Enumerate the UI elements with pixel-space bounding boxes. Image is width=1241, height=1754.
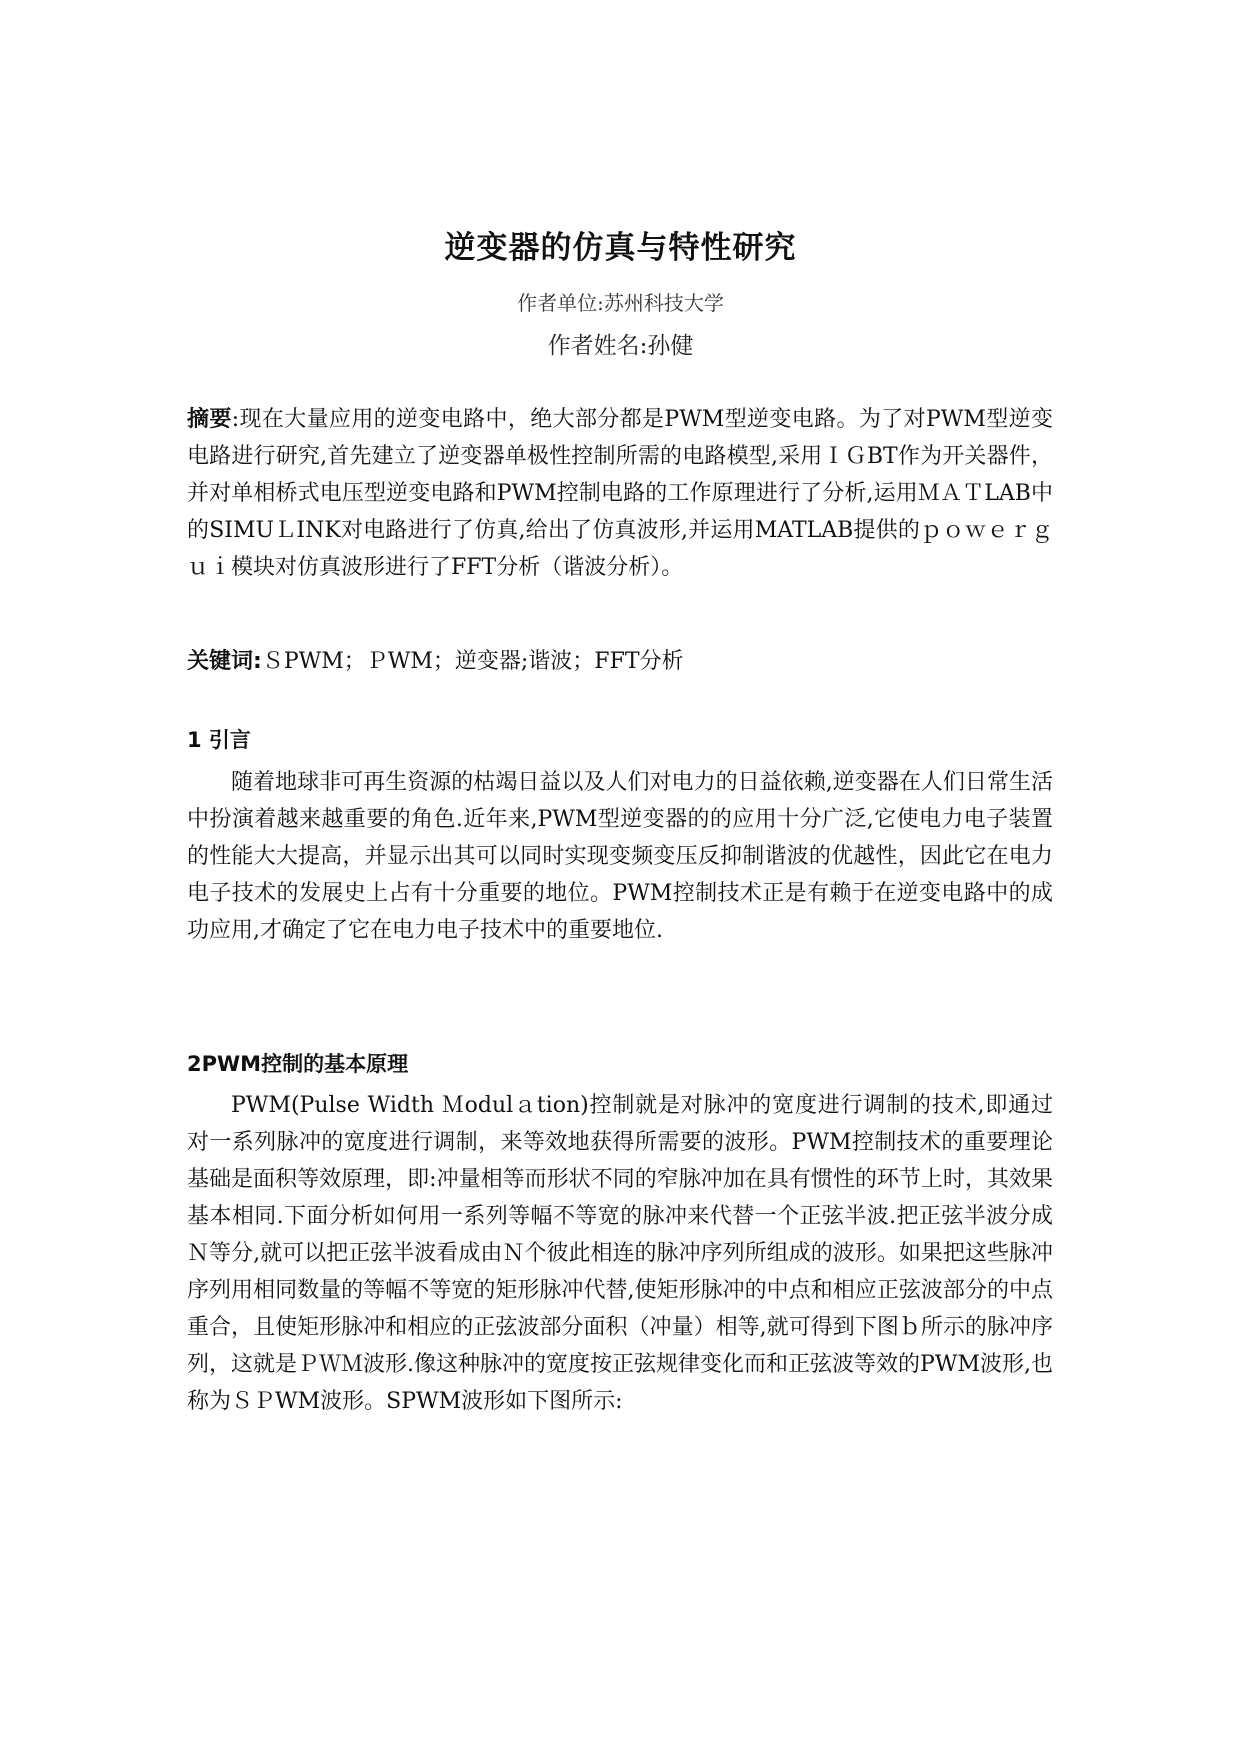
keywords-text: ＳPWM；ＰWM；逆变器;谐波；FFT分析 [261, 649, 684, 674]
abstract-paragraph [187, 401, 1053, 586]
section-heading-pwm-principle: 2PWM控制的基本原理 [187, 1052, 409, 1076]
author-affiliation: 作者单位:苏州科技大学 [517, 291, 724, 315]
abstract-text: :现在大量应用的逆变电路中，绝大部分都是PWM型逆变电路。为了对PWM型逆变电路进行研究,首先建立了逆变器单极性控制所需的电路模型,采用ＩＧBT作为开关器件，并对单相桥式电压型逆变电路和PWM控制电路的工作原理进行了分析,运用ＭＡＴLAB中的SIMUＬINK对电路进行了仿真,给出了仿真波形,并运用MATLAB提供的ｐｏｗｅｒｇｕｉ模块对仿真波形进行了FFT分析（谐波分析）。 [187, 407, 1053, 580]
paper-title: 逆变器的仿真与特性研究 [444, 230, 797, 266]
keywords-label: 关键词: [187, 649, 262, 674]
section-heading-introduction: 1 引言 [187, 728, 251, 752]
pwm-principle-paragraph: PWM(Pulse Width Ｍodulａtion)控制就是对脉冲的宽度进行调制的技术,即通过对一系列脉冲的宽度进行调制，来等效地获得所需要的波形。PWM控制技术的重要理论基础是面积等效原理，即:冲量相等而形状不同的窄脉冲加在具有惯性的环节上时，其效果基本相同.下面分析如何用一系列等幅不等宽的脉冲来代替一个正弦半波.把正弦半波分成Ｎ等分,就可以把正弦半波看成由Ｎ个彼此相连的脉冲序列所组成的波形。如果把这些脉冲序列用相同数量的等幅不等宽的矩形脉冲代替,使矩形脉冲的中点和相应正弦波部分的中点重合，且使矩形脉冲和相应的正弦波部分面积（冲量）相等,就可得到下图ｂ所示的脉冲序列，这就是ＰＷＭ波形.像这种脉冲的宽度按正弦规律变化而和正弦波等效的PWM波形,也称为ＳＰWM波形。SPWM波形如下图所示: [187, 1093, 1053, 1414]
abstract-label: 摘要 [187, 407, 232, 432]
keywords-line [187, 643, 1053, 680]
introduction-paragraph: 随着地球非可再生资源的枯竭日益以及人们对电力的日益依赖,逆变器在人们日常生活中扮演着越来越重要的角色.近年来,PWM型逆变器的的应用十分广泛,它使电力电子装置的性能大大提高，并显示出其可以同时实现变频变压反抑制谐波的优越性，因此它在电力电子技术的发展史上占有十分重要的地位。PWM控制技术正是有赖于在逆变电路中的成功应用,才确定了它在电力电子技术中的重要地位. [187, 770, 1053, 943]
author-name: 作者姓名:孙健 [547, 333, 694, 359]
